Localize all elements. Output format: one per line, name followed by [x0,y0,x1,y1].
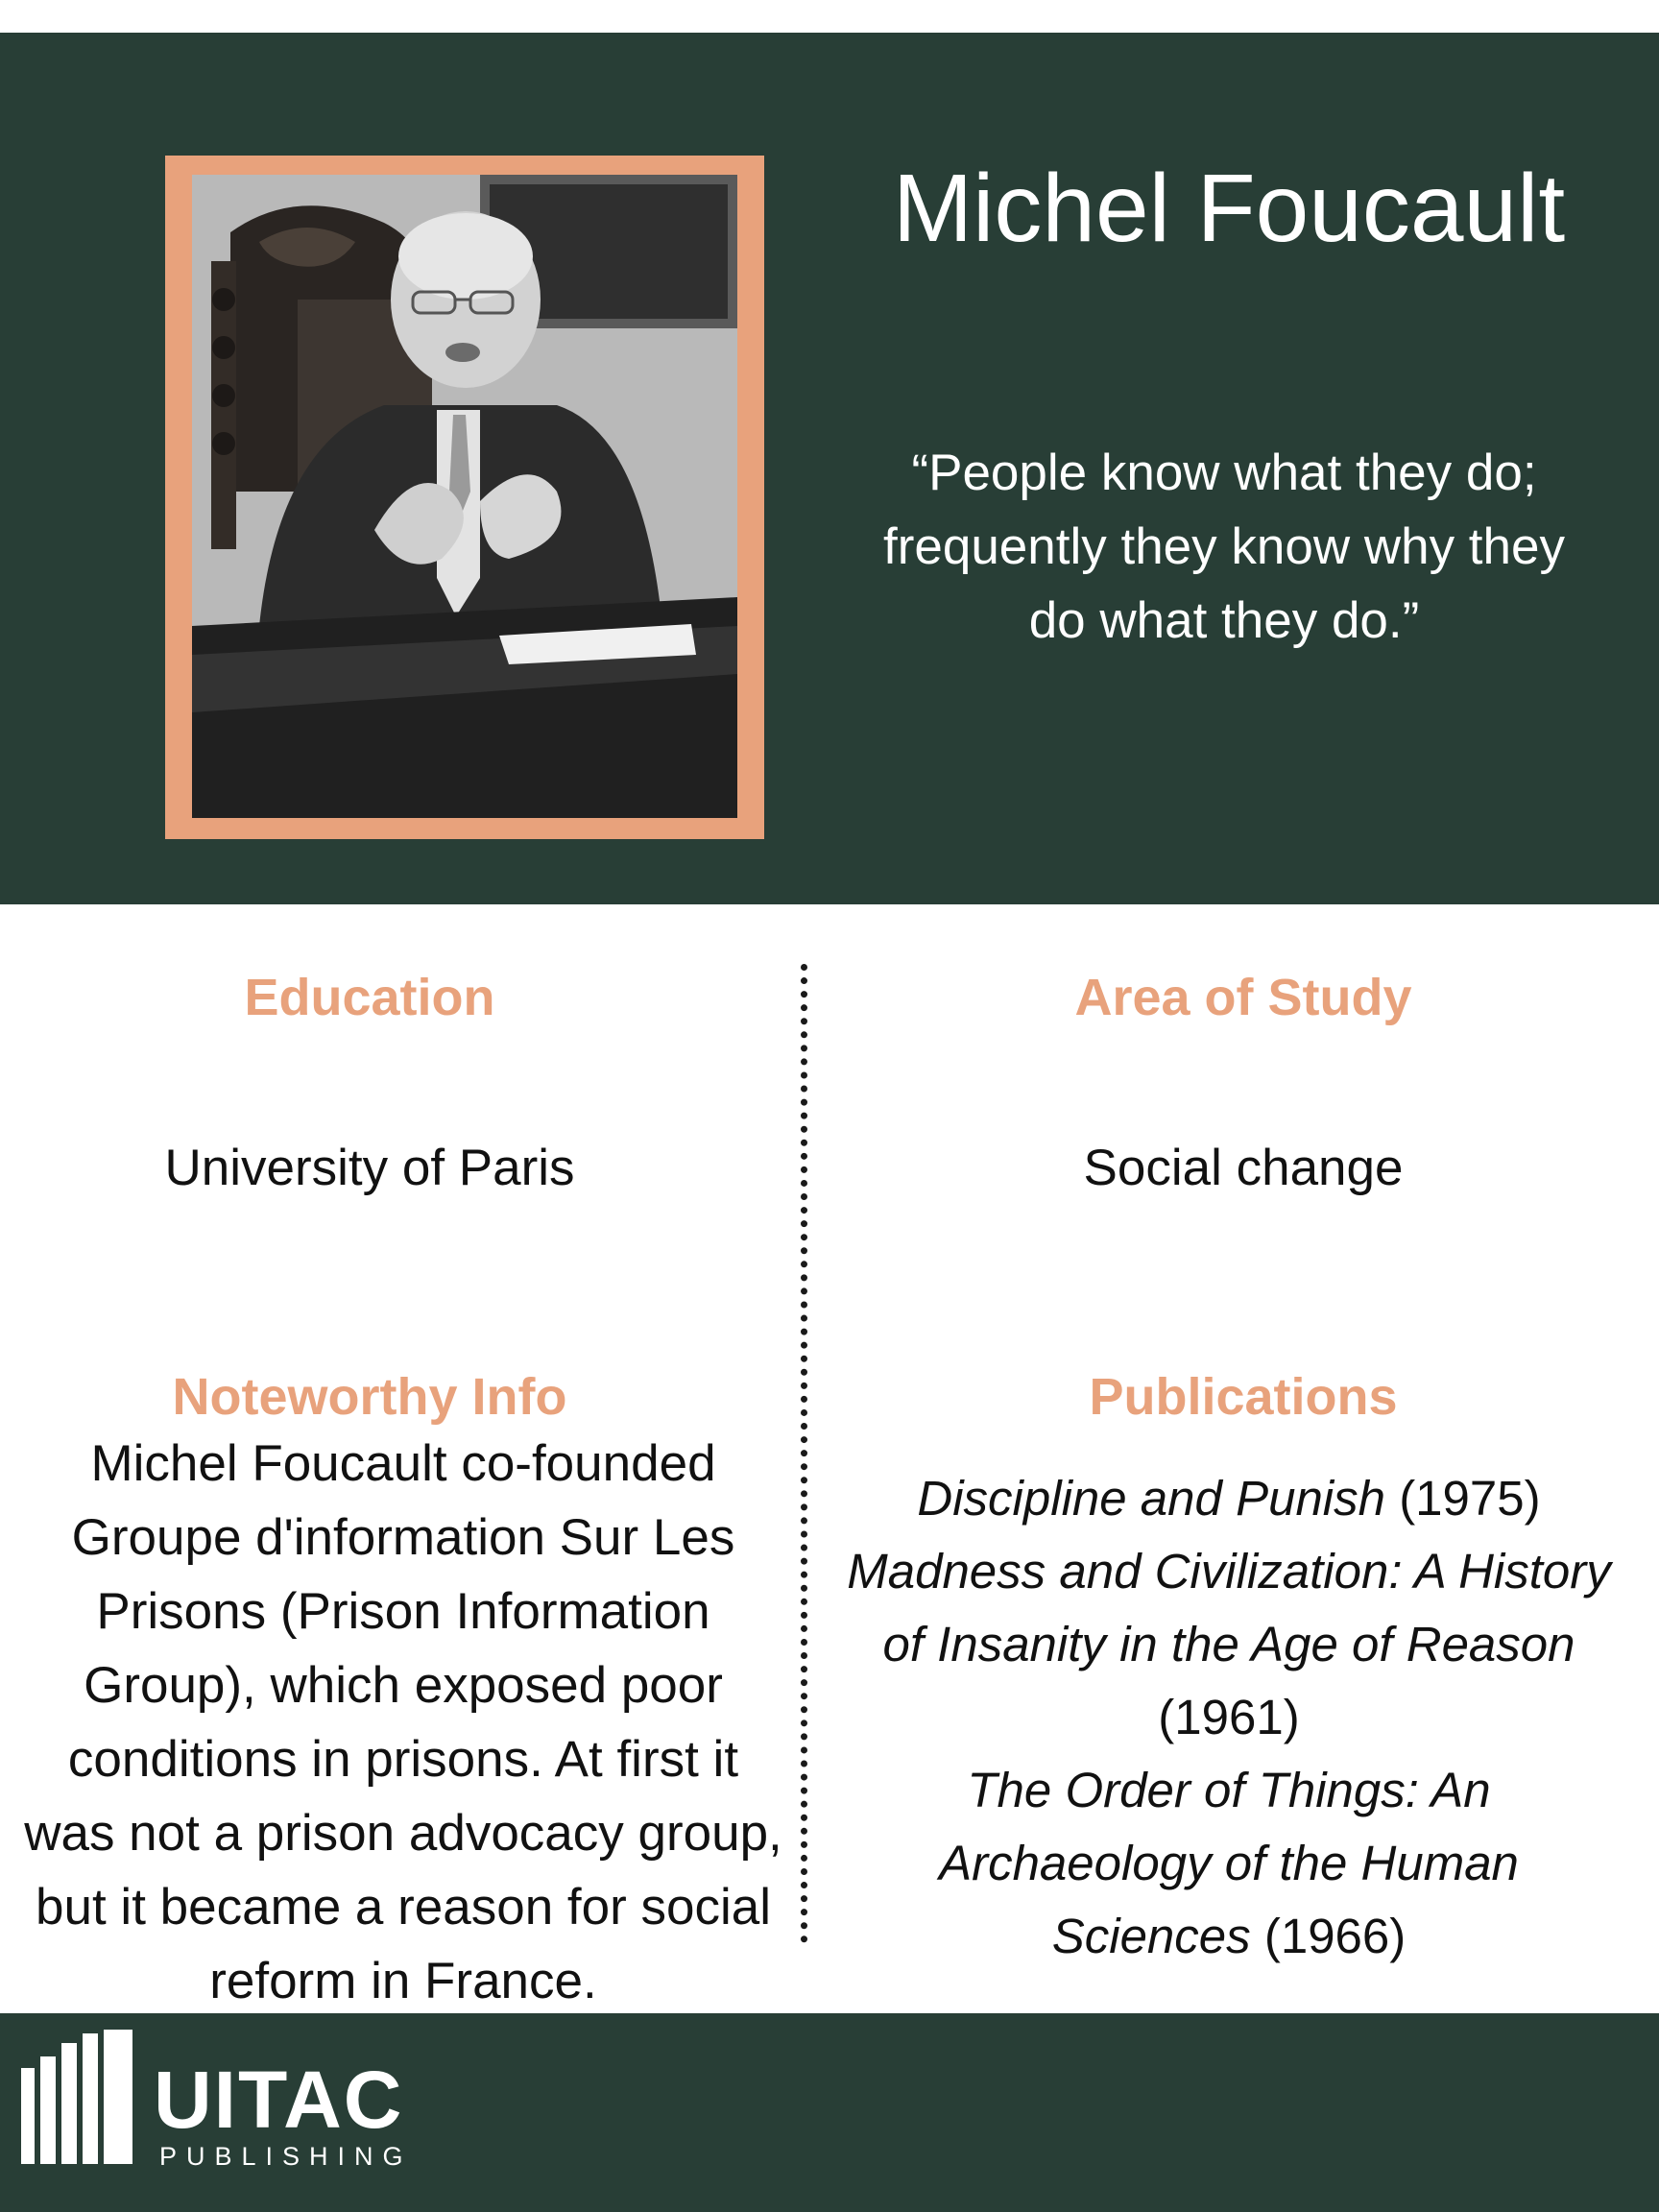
publications-heading: Publications [1089,1368,1398,1426]
quote-line: frequently they know why they [883,518,1565,575]
publication-item [816,1535,1642,1754]
area-of-study-value: Social change [1083,1140,1404,1196]
area-of-study-heading: Area of Study [1074,969,1412,1026]
footer-bar [0,2013,1659,2212]
publication-title-line: Archaeology of the Human [939,1836,1519,1890]
quote-line: do what they do.” [1028,592,1420,649]
noteworthy-line: but it became a reason for social [36,1879,771,1936]
publication-title-line: The Order of Things: An [967,1763,1491,1817]
publication-title-line: Madness and Civilization: A History [847,1544,1611,1599]
publication-title-line: Sciences [1051,1909,1251,1963]
portrait-frame [165,156,764,839]
portrait-illustration [192,175,737,818]
portrait-photo [192,175,737,818]
brand-name: UITAC [154,2055,404,2145]
publications-list [816,1462,1642,1973]
noteworthy-text [0,1427,806,2018]
publication-item [816,1754,1642,1973]
noteworthy-line: Prisons (Prison Information [96,1583,710,1640]
noteworthy-line: Michel Foucault co-founded [90,1435,716,1492]
publication-title: Discipline and Punish [917,1471,1386,1526]
page-title: Michel Foucault [892,155,1566,262]
brand-subtitle: PUBLISHING [159,2142,413,2171]
noteworthy-line: was not a prison advocacy group, [24,1805,782,1862]
publication-title-line: of Insanity in the Age of Reason [882,1617,1575,1671]
noteworthy-heading: Noteworthy Info [172,1368,567,1426]
quote-line: “People know what they do; [911,445,1537,501]
quote [826,436,1623,658]
noteworthy-line: Groupe d'information Sur Les [71,1509,735,1566]
publication-item [816,1462,1642,1535]
publication-year: (1966) [1263,1909,1407,1963]
noteworthy-line: Group), which exposed poor [84,1657,723,1714]
publication-year: (1975) [1399,1471,1541,1526]
education-heading: Education [244,969,495,1026]
noteworthy-line: conditions in prisons. At first it [67,1731,739,1788]
education-value: University of Paris [164,1140,575,1196]
books-logo-icon [21,2030,134,2164]
noteworthy-line: reform in France. [209,1953,597,2009]
publication-year: (1961) [1158,1690,1300,1744]
header-banner [0,33,1659,904]
